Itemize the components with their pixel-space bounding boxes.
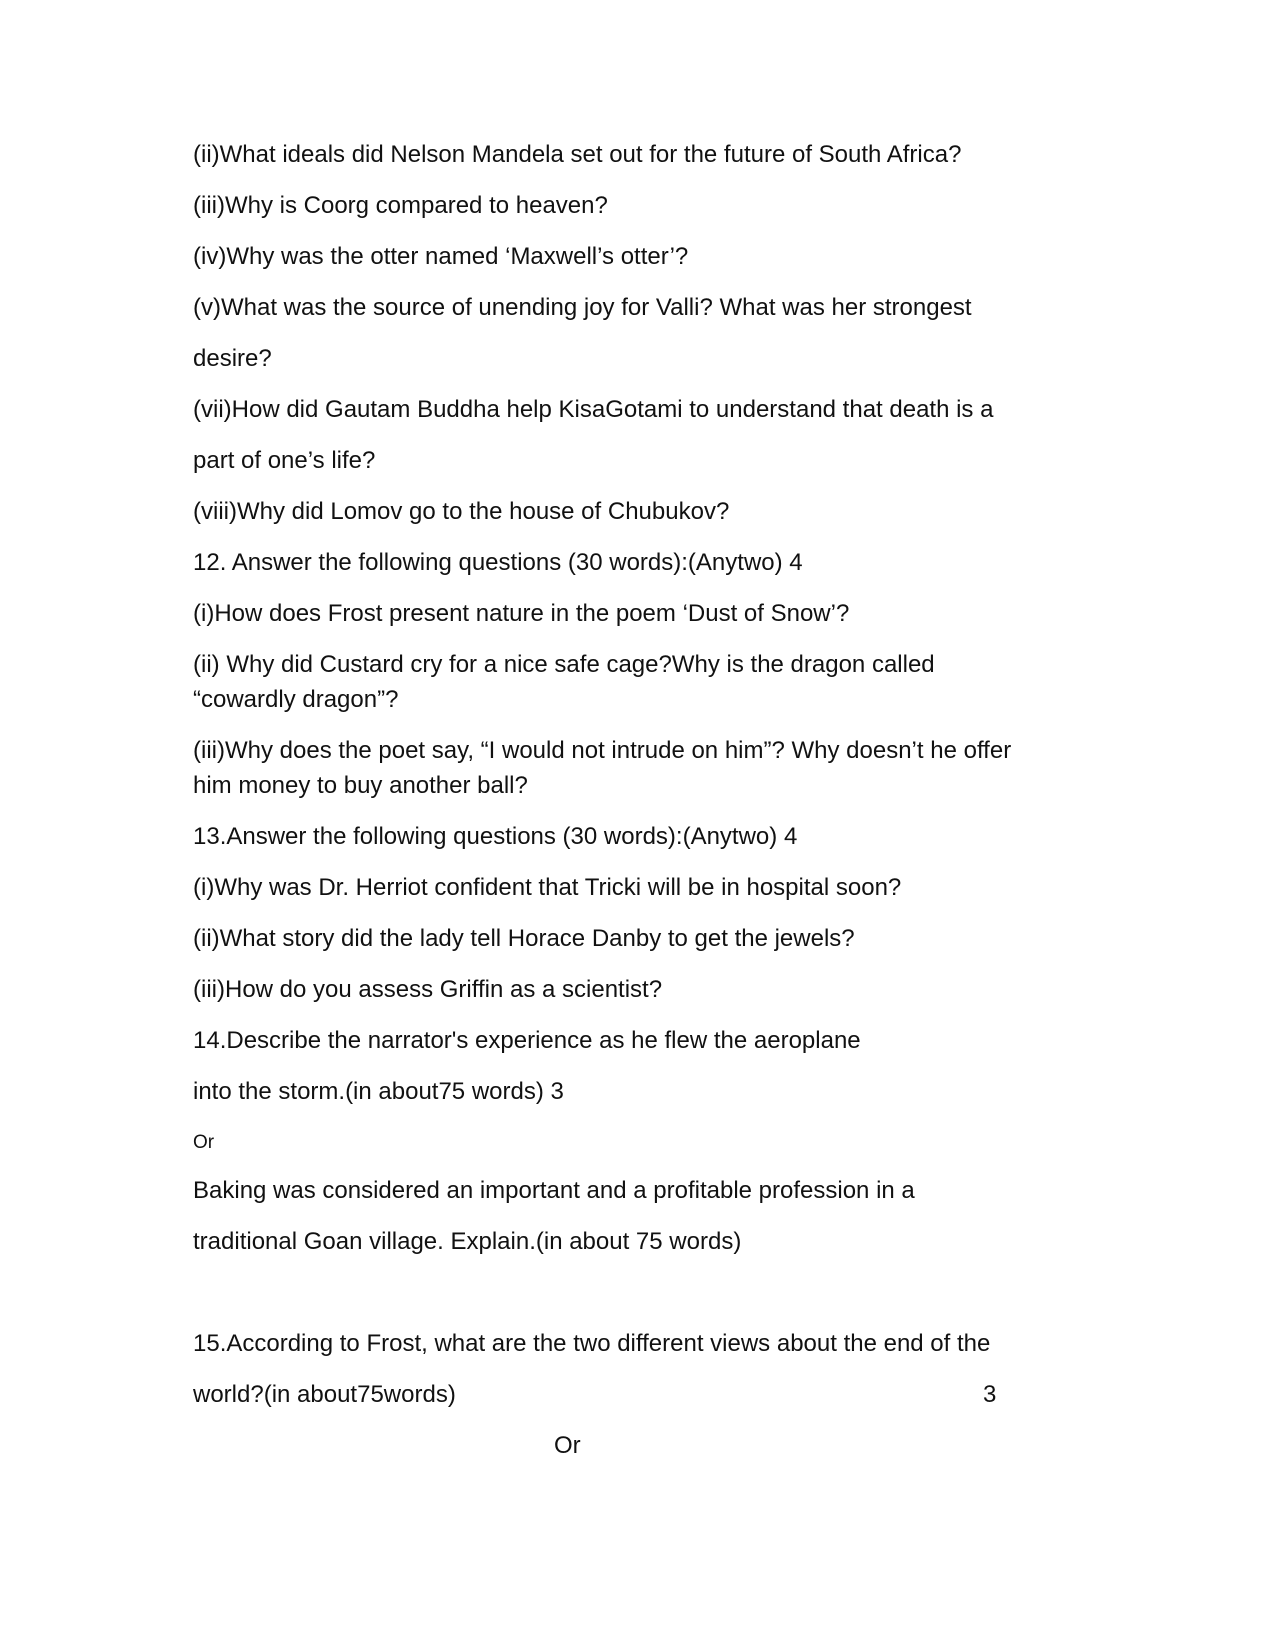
section-heading: 15.According to Frost, what are the two different views about the end of the bbox=[193, 1330, 991, 1357]
section-heading: 14.Describe the narrator's experience as he flew the aeroplane bbox=[193, 1027, 861, 1054]
section-heading: 12. Answer the following questions (30 words):(Anytwo) 4 bbox=[193, 549, 803, 576]
or-divider: Or bbox=[554, 1432, 581, 1459]
marks-label: 3 bbox=[983, 1381, 997, 1408]
question-line: Baking was considered an important and a profitable profession in a bbox=[193, 1177, 915, 1204]
question-line: him money to buy another ball? bbox=[193, 772, 528, 799]
section-heading: 13.Answer the following questions (30 words):(Anytwo) 4 bbox=[193, 823, 798, 850]
question-line: (vii)How did Gautam Buddha help KisaGotami to understand that death is a bbox=[193, 396, 994, 423]
question-line: (ii)What story did the lady tell Horace Danby to get the jewels? bbox=[193, 925, 855, 952]
question-line: traditional Goan village. Explain.(in about 75 words) bbox=[193, 1228, 742, 1255]
question-line: “cowardly dragon”? bbox=[193, 686, 399, 713]
question-line: (ii) Why did Custard cry for a nice safe cage?Why is the dragon called bbox=[193, 651, 935, 678]
question-line: desire? bbox=[193, 345, 272, 372]
question-line: world?(in about75words) bbox=[193, 1381, 456, 1408]
question-line: (iii)How do you assess Griffin as a scientist? bbox=[193, 976, 663, 1003]
question-line: (iv)Why was the otter named ‘Maxwell’s otter’? bbox=[193, 243, 689, 270]
question-line: (iii)Why is Coorg compared to heaven? bbox=[193, 192, 608, 219]
question-line: (v)What was the source of unending joy for Valli? What was her strongest bbox=[193, 294, 972, 321]
question-line: part of one’s life? bbox=[193, 447, 376, 474]
question-line: (iii)Why does the poet say, “I would not intrude on him”? Why doesn’t he offer bbox=[193, 737, 1012, 764]
question-line: (ii)What ideals did Nelson Mandela set out for the future of South Africa? bbox=[193, 141, 962, 168]
question-line: into the storm.(in about75 words) 3 bbox=[193, 1078, 564, 1105]
or-divider: Or bbox=[193, 1132, 215, 1153]
question-line: (i)Why was Dr. Herriot confident that Tricki will be in hospital soon? bbox=[193, 874, 902, 901]
question-line: (i)How does Frost present nature in the poem ‘Dust of Snow’? bbox=[193, 600, 850, 627]
question-line: (viii)Why did Lomov go to the house of Chubukov? bbox=[193, 498, 730, 525]
